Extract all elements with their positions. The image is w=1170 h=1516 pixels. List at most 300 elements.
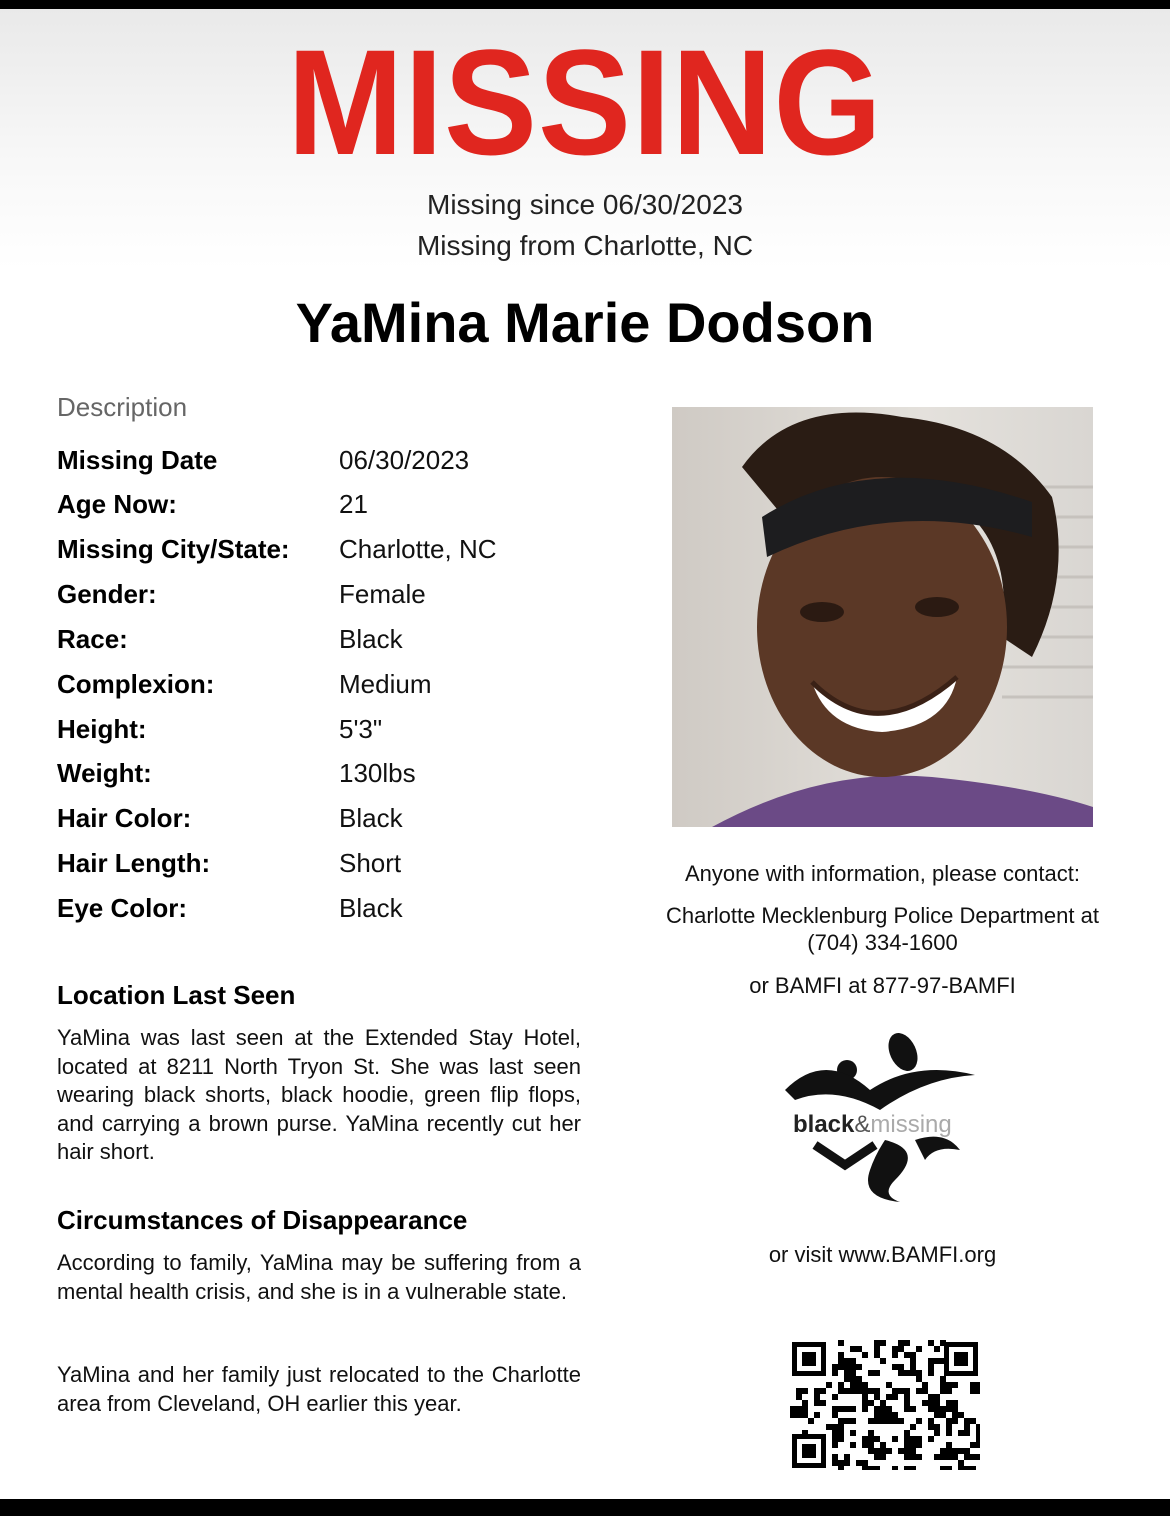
qr-module (832, 1412, 838, 1418)
qr-module (952, 1448, 958, 1454)
qr-module (886, 1382, 892, 1388)
qr-module (838, 1382, 844, 1388)
qr-module (892, 1346, 898, 1352)
qr-module (838, 1430, 844, 1436)
qr-module (862, 1442, 868, 1448)
qr-module (826, 1382, 832, 1388)
qr-module (940, 1466, 946, 1470)
qr-module (898, 1364, 904, 1370)
qr-module (898, 1340, 904, 1346)
location-heading: Location Last Seen (57, 980, 296, 1010)
qr-module (862, 1466, 868, 1470)
qr-module (922, 1388, 928, 1394)
field-value: Female (339, 579, 426, 609)
qr-module (976, 1430, 980, 1436)
qr-module (814, 1388, 820, 1394)
qr-module (964, 1448, 970, 1454)
qr-module (970, 1388, 976, 1394)
field-city-state (57, 534, 617, 568)
bottom-border (0, 1499, 1170, 1516)
qr-module (844, 1460, 850, 1466)
qr-module (880, 1406, 886, 1412)
logo-word-black: black (793, 1111, 855, 1138)
qr-module (904, 1448, 910, 1454)
field-label: Hair Color: (57, 803, 192, 833)
qr-module (874, 1436, 880, 1442)
contact-website: or visit www.BAMFI.org (768, 1242, 997, 1267)
qr-module (838, 1406, 844, 1412)
qr-module (904, 1400, 910, 1406)
qr-module (910, 1406, 916, 1412)
field-missing-date (57, 445, 617, 479)
qr-module (838, 1340, 844, 1346)
qr-module (892, 1418, 898, 1424)
qr-module (844, 1406, 850, 1412)
person-photo (672, 407, 1093, 827)
qr-module (862, 1388, 868, 1394)
qr-module (928, 1406, 934, 1412)
qr-module (850, 1364, 856, 1370)
qr-module (874, 1448, 880, 1454)
qr-module (868, 1400, 874, 1406)
qr-module (814, 1400, 820, 1406)
qr-module (844, 1358, 850, 1364)
qr-module (802, 1430, 808, 1436)
qr-module (820, 1400, 826, 1406)
top-border (0, 0, 1170, 9)
qr-module (940, 1376, 946, 1382)
qr-module (790, 1406, 796, 1412)
field-label: Gender: (57, 579, 157, 609)
qr-module (790, 1412, 796, 1418)
qr-module (880, 1358, 886, 1364)
qr-module (952, 1418, 958, 1424)
person-name: YaMina Marie Dodson (295, 291, 875, 354)
qr-module (904, 1466, 910, 1470)
qr-module (880, 1454, 886, 1460)
qr-module (880, 1412, 886, 1418)
qr-module (856, 1364, 862, 1370)
qr-module (874, 1346, 880, 1352)
logo-ampersand: & (854, 1111, 871, 1138)
qr-module (928, 1358, 934, 1364)
qr-module (910, 1466, 916, 1470)
qr-module (934, 1400, 940, 1406)
qr-module (832, 1364, 838, 1370)
qr-module (904, 1436, 910, 1442)
qr-module (940, 1412, 946, 1418)
qr-module (844, 1454, 850, 1460)
missing-title: MISSING (287, 18, 883, 186)
qr-module (880, 1340, 886, 1346)
field-label: Height: (57, 714, 147, 744)
qr-module (904, 1406, 910, 1412)
qr-module (850, 1346, 856, 1352)
qr-module (832, 1370, 838, 1376)
contact-police-phone: (704) 334-1600 (807, 930, 958, 955)
qr-module (880, 1442, 886, 1448)
qr-module (916, 1388, 922, 1394)
qr-module (964, 1466, 970, 1470)
qr-module (862, 1436, 868, 1442)
field-label: Missing Date (57, 445, 218, 475)
qr-module (874, 1388, 880, 1394)
qr-module (928, 1436, 934, 1442)
qr-module (802, 1412, 808, 1418)
qr-module (904, 1352, 910, 1358)
qr-module (880, 1448, 886, 1454)
qr-module (874, 1418, 880, 1424)
qr-module (820, 1388, 826, 1394)
qr-module (958, 1412, 964, 1418)
qr-module (796, 1406, 802, 1412)
field-value: Black (339, 893, 403, 923)
qr-module (946, 1466, 952, 1470)
qr-module (826, 1424, 832, 1430)
qr-module (844, 1370, 850, 1376)
qr-module (850, 1442, 856, 1448)
qr-module (934, 1394, 940, 1400)
qr-module (928, 1418, 934, 1424)
qr-module (916, 1418, 922, 1424)
field-label: Hair Length: (57, 848, 211, 878)
field-eye-color (57, 893, 617, 927)
qr-module (922, 1400, 928, 1406)
field-label: Eye Color: (57, 893, 188, 923)
qr-module (916, 1442, 922, 1448)
qr-module (886, 1418, 892, 1424)
qr-module (838, 1436, 844, 1442)
qr-module (892, 1352, 898, 1358)
field-label: Weight: (57, 758, 152, 788)
qr-module (946, 1448, 952, 1454)
qr-module (910, 1424, 916, 1430)
circumstances-paragraph-2: YaMina and her family just relocated to the Charlotte area from Cleveland, OH earlier this year. (57, 1362, 581, 1416)
qr-module (946, 1430, 952, 1436)
qr-module (934, 1406, 940, 1412)
qr-module (916, 1346, 922, 1352)
field-race (57, 624, 617, 658)
field-complexion (57, 669, 617, 703)
field-label: Age Now: (57, 489, 177, 519)
contact-bamfi-phone: or BAMFI at 877-97-BAMFI (749, 973, 1016, 998)
qr-module (832, 1406, 838, 1412)
qr-module (838, 1364, 844, 1370)
qr-module (946, 1442, 952, 1448)
qr-module (958, 1430, 964, 1436)
qr-module (868, 1448, 874, 1454)
qr-module (928, 1394, 934, 1400)
qr-module (976, 1382, 980, 1388)
qr-module (862, 1382, 868, 1388)
qr-module (940, 1388, 946, 1394)
qr-module (958, 1448, 964, 1454)
qr-module (832, 1460, 838, 1466)
contact-police-name: Charlotte Mecklenburg Police Department at (666, 903, 1099, 928)
qr-module (850, 1430, 856, 1436)
qr-module (856, 1460, 862, 1466)
qr-module (904, 1370, 910, 1376)
qr-module (904, 1388, 910, 1394)
qr-module (904, 1442, 910, 1448)
qr-module (862, 1406, 868, 1412)
logo-word-missing: missing (870, 1111, 952, 1138)
field-value: Black (339, 624, 403, 654)
qr-module (934, 1346, 940, 1352)
black-and-missing-logo (775, 1030, 985, 1208)
qr-module (880, 1400, 886, 1406)
field-value: Short (339, 848, 402, 878)
qr-module (940, 1358, 946, 1364)
qr-module (856, 1376, 862, 1382)
qr-module (976, 1388, 980, 1394)
qr-module (850, 1358, 856, 1364)
qr-module (910, 1442, 916, 1448)
qr-module (886, 1406, 892, 1412)
qr-module (904, 1394, 910, 1400)
qr-module (844, 1376, 850, 1382)
qr-module (976, 1442, 980, 1448)
qr-module (868, 1418, 874, 1424)
qr-module (970, 1418, 976, 1424)
logo-mark-icon (775, 1030, 985, 1208)
qr-module (916, 1376, 922, 1382)
qr-module (952, 1454, 958, 1460)
qr-module (928, 1370, 934, 1376)
qr-module (856, 1388, 862, 1394)
qr-module (946, 1424, 952, 1430)
qr-module (886, 1412, 892, 1418)
qr-module (946, 1388, 952, 1394)
qr-module (802, 1406, 808, 1412)
qr-module (970, 1466, 976, 1470)
qr-module (868, 1436, 874, 1442)
qr-module (970, 1382, 976, 1388)
qr-module (946, 1382, 952, 1388)
missing-since: Missing since 06/30/2023 (427, 189, 743, 220)
qr-module (832, 1442, 838, 1448)
qr-module (874, 1454, 880, 1460)
qr-module (802, 1388, 808, 1394)
qr-module (844, 1364, 850, 1370)
qr-module (898, 1418, 904, 1424)
field-value: 06/30/2023 (339, 445, 470, 475)
qr-module (868, 1430, 874, 1436)
qr-module (850, 1376, 856, 1382)
qr-module (916, 1370, 922, 1376)
missing-from: Missing from Charlotte, NC (416, 230, 754, 261)
circumstances-heading: Circumstances of Disappearance (57, 1205, 468, 1235)
qr-module (844, 1418, 850, 1424)
qr-module (796, 1388, 802, 1394)
qr-module (910, 1436, 916, 1442)
qr-module (892, 1388, 898, 1394)
qr-module (898, 1388, 904, 1394)
qr-module (892, 1364, 898, 1370)
qr-module (928, 1340, 934, 1346)
qr-module (958, 1460, 964, 1466)
qr-module (892, 1412, 898, 1418)
field-label: Complexion: (57, 669, 215, 699)
qr-module (814, 1412, 820, 1418)
qr-module (802, 1400, 808, 1406)
field-value: Black (339, 803, 403, 833)
qr-module (916, 1454, 922, 1460)
field-value: 21 (339, 489, 368, 519)
qr-module (952, 1412, 958, 1418)
qr-module (910, 1352, 916, 1358)
qr-module (796, 1412, 802, 1418)
qr-module (964, 1430, 970, 1436)
qr-module (940, 1340, 946, 1346)
qr-module (898, 1346, 904, 1352)
circumstances-paragraph-1: According to family, YaMina may be suffering from a mental health crisis, and she is in a vulnerable state. (57, 1250, 581, 1304)
qr-module (832, 1430, 838, 1436)
qr-module (928, 1400, 934, 1406)
qr-module (838, 1424, 844, 1430)
qr-module (952, 1406, 958, 1412)
qr-module (940, 1382, 946, 1388)
qr-module (934, 1358, 940, 1364)
qr-module (850, 1382, 856, 1388)
qr-module (928, 1364, 934, 1370)
qr-module (964, 1418, 970, 1424)
field-age-now (57, 489, 617, 523)
qr-module (868, 1388, 874, 1394)
qr-module (898, 1448, 904, 1454)
qr-module (946, 1406, 952, 1412)
qr-module (892, 1394, 898, 1400)
qr-module (832, 1424, 838, 1430)
qr-module (904, 1430, 910, 1436)
qr-module (856, 1346, 862, 1352)
contact-intro: Anyone with information, please contact: (684, 861, 1080, 886)
qr-module (862, 1394, 868, 1400)
field-weight (57, 758, 617, 792)
qr-module (874, 1394, 880, 1400)
qr-module (850, 1418, 856, 1424)
qr-module (838, 1352, 844, 1358)
qr-module (976, 1454, 980, 1460)
qr-module (874, 1370, 880, 1376)
qr-module (856, 1382, 862, 1388)
qr-module (922, 1382, 928, 1388)
qr-module (796, 1394, 802, 1400)
qr-module (970, 1454, 976, 1460)
qr-module (952, 1400, 958, 1406)
description-heading: Description (57, 392, 188, 422)
field-value: Charlotte, NC (339, 534, 497, 564)
field-hair-length (57, 848, 617, 882)
qr-module (910, 1370, 916, 1376)
qr-module (970, 1442, 976, 1448)
qr-module (946, 1400, 952, 1406)
field-value: Medium (339, 669, 432, 699)
qr-module (874, 1466, 880, 1470)
person-photo-icon (672, 407, 1093, 827)
qr-module (904, 1340, 910, 1346)
qr-module (934, 1424, 940, 1430)
qr-module (946, 1454, 952, 1460)
qr-module (964, 1454, 970, 1460)
qr-module (934, 1454, 940, 1460)
qr-module (874, 1340, 880, 1346)
qr-module (898, 1370, 904, 1376)
qr-module (910, 1364, 916, 1370)
qr-module (844, 1388, 850, 1394)
qr-module (814, 1394, 820, 1400)
qr-module (850, 1370, 856, 1376)
qr-module (850, 1388, 856, 1394)
location-text: YaMina was last seen at the Extended Stay Hotel, located at 8211 North Tryon St. She was last seen wearing black shorts, black hoodie, green flip flops, and carrying a brown purse. YaMina recently cut her hair short. (57, 1025, 581, 1164)
svg-text:black&missing (793, 1111, 952, 1138)
qr-module (934, 1412, 940, 1418)
qr-code-icon (790, 1340, 980, 1470)
qr-code (790, 1340, 980, 1470)
field-label: Missing City/State: (57, 534, 290, 564)
qr-module (862, 1400, 868, 1406)
qr-module (940, 1448, 946, 1454)
qr-module (976, 1436, 980, 1442)
qr-module (886, 1448, 892, 1454)
qr-module (868, 1370, 874, 1376)
qr-module (832, 1436, 838, 1442)
qr-module (952, 1382, 958, 1388)
qr-module (838, 1388, 844, 1394)
field-gender (57, 579, 617, 613)
qr-module (940, 1406, 946, 1412)
qr-module (874, 1412, 880, 1418)
qr-module (940, 1454, 946, 1460)
qr-module (892, 1436, 898, 1442)
qr-module (976, 1424, 980, 1430)
qr-module (862, 1460, 868, 1466)
field-value: 5'3" (339, 714, 383, 744)
qr-module (850, 1406, 856, 1412)
qr-module (904, 1454, 910, 1460)
field-value: 130lbs (339, 758, 416, 788)
qr-module (808, 1418, 814, 1424)
qr-module (910, 1448, 916, 1454)
qr-module (838, 1460, 844, 1466)
qr-module (874, 1352, 880, 1358)
qr-module (886, 1394, 892, 1400)
header-band (0, 9, 1170, 269)
qr-module (958, 1466, 964, 1470)
qr-module (832, 1454, 838, 1460)
qr-module (934, 1430, 940, 1436)
field-height (57, 714, 617, 748)
qr-module (916, 1436, 922, 1442)
field-hair-color (57, 803, 617, 837)
qr-module (874, 1406, 880, 1412)
qr-module (910, 1358, 916, 1364)
field-label: Race: (57, 624, 128, 654)
qr-module (910, 1454, 916, 1460)
qr-module (946, 1418, 952, 1424)
qr-module (880, 1418, 886, 1424)
qr-module (928, 1424, 934, 1430)
qr-module (838, 1466, 844, 1470)
qr-module (868, 1466, 874, 1470)
qr-module (832, 1394, 838, 1400)
qr-module (862, 1352, 868, 1358)
qr-module (838, 1418, 844, 1424)
qr-module (964, 1424, 970, 1430)
qr-module (838, 1358, 844, 1364)
qr-module (892, 1466, 898, 1470)
qr-module (868, 1442, 874, 1448)
